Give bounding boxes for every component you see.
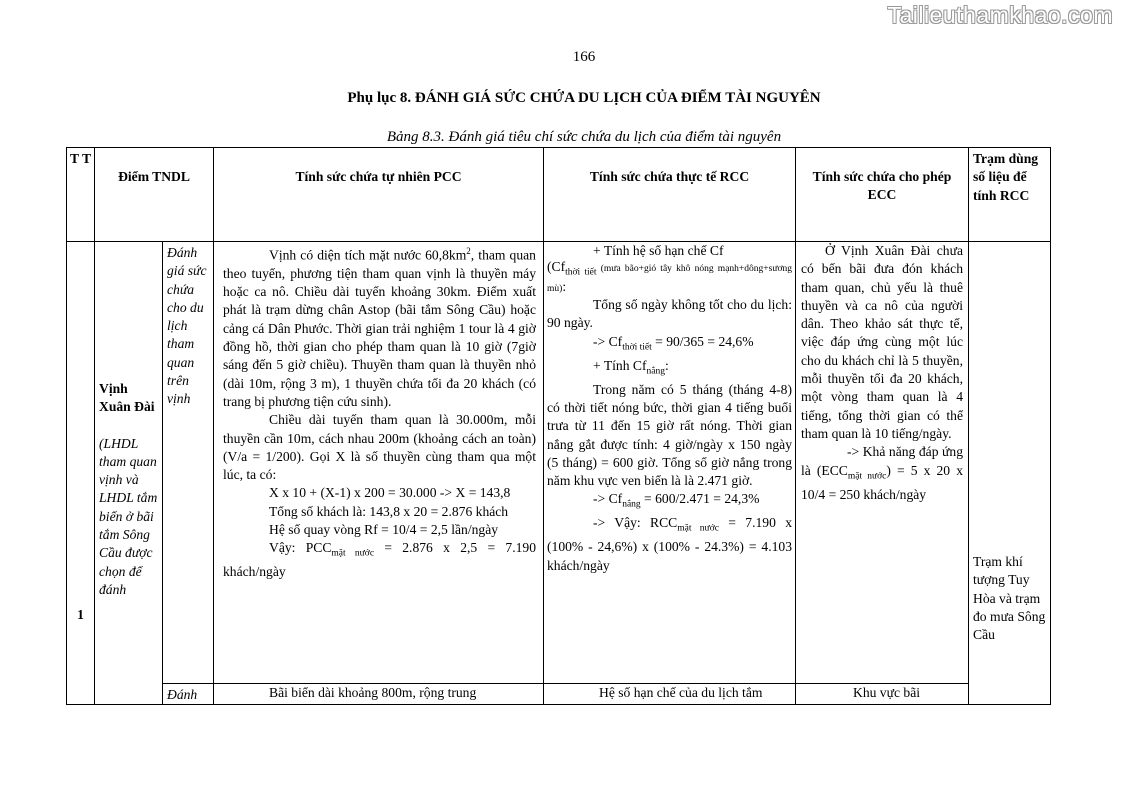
pcc-p3: X x 10 + (X-1) x 200 = 30.000 -> X = 143,8 [269, 485, 511, 501]
pcc-p5: Hệ số quay vòng Rf = 10/4 = 2,5 lần/ngày [269, 521, 499, 537]
rcc-l3: Tổng số ngày không tốt cho du lịch: 90 ngày. [547, 297, 792, 331]
site-note: (LHDL tham quan vịnh và LHDL tắm biển ở bãi tắm Sông Cầu được chọn để đánh [99, 435, 158, 597]
rcc-l5a: + Tính Cf [593, 357, 647, 373]
header-rcc: Tính sức chứa thực tế RCC [544, 148, 796, 242]
rcc-l1: + Tính hệ số hạn chế Cf [593, 243, 724, 258]
ecc-p2b: ) = 5 x 20 x 10/4 = 250 khách/ngày [801, 462, 963, 502]
pcc-p6a: Vậy: PCC [269, 540, 332, 556]
rcc-l8b: = 7.190 x (100% - 24,6%) x (100% - 24.3%) = 4.103 khách/ngày [547, 515, 793, 573]
rcc-next-text: Hệ số hạn chế của du lịch tắm [599, 685, 763, 700]
rcc-l5b: : [664, 357, 669, 373]
ecc-next [796, 684, 969, 705]
rcc-l7sub: nắng [622, 500, 641, 511]
rcc-l2b: : [562, 279, 567, 295]
rcc-l2sub: thời tiết [565, 268, 597, 279]
header-site: Điểm TNDL [95, 148, 214, 242]
row-number: 1 [67, 242, 95, 705]
appendix-title: Phụ lục 8. ĐÁNH GIÁ SỨC CHỨA DU LỊCH CỦA ĐIỂM TÀI NGUYÊN [347, 90, 821, 106]
rcc-l5sub: nắng [646, 366, 665, 377]
rcc-l4a: -> Cf [593, 333, 623, 349]
site-cell [95, 242, 163, 705]
pcc-cell [214, 242, 544, 684]
rcc-l2a: (Cf [547, 259, 566, 275]
station-cell: Trạm khí tượng Tuy Hòa và trạm đo mưa Sông Cầu [969, 242, 1051, 705]
header-pcc: Tính sức chứa tự nhiên PCC [214, 148, 544, 242]
ecc-cell [796, 242, 969, 684]
pcc-p2: Chiều dài tuyến tham quan là 30.000m, mỗi thuyền cần 10m, cách nhau 200m (khoảng cách an toàn) (V/a = 1/200). Gọi X là số thuyền cùng tham qua một lúc, ta có: [223, 412, 536, 483]
table-caption: Bảng 8.3. Đánh giá tiêu chí sức chứa du lịch của điểm tài nguyên [386, 129, 782, 145]
ecc-p2sub: mặt nước [847, 471, 887, 482]
pcc-p6sub: mặt nước [331, 549, 375, 559]
header-station: Trạm dùng số liệu để tính RCC [969, 148, 1051, 242]
rcc-l6: Trong năm có 5 tháng (tháng 4-8) có thời tiết nóng bức, thời gian 4 tiếng buổi trưa từ 11 đến 15 giờ rất nóng. Thời gian nắng gắt được tính: 4 giờ/ngày x 150 ngày (5 tháng) = 600 giờ. Tổng số giờ nắng trong năm khu vực ven biển là là 2.471 giờ. [547, 381, 792, 489]
rcc-l8sub: mặt nước [677, 524, 719, 535]
pcc-p6b: = 2.876 x 2,5 = 7.190 khách/ngày [223, 540, 536, 580]
ecc-p2a: -> Khả năng đáp ứng là (ECC [801, 444, 963, 478]
pcc-next [214, 684, 544, 705]
rcc-l7a: -> Cf [593, 491, 623, 507]
ecc-p1: Ở Vịnh Xuân Đài chưa có bến bãi đưa đón khách tham quan, chủ yếu là thuê thuyền và ca nô của người dân. Theo khảo sát thực tế, việc đáp ứng cùng một lúc cho du khách chỉ là 5 thuyền, mỗi thuyền tối đa 20 khách, một vòng tham quan là 4 tiếng, tổng thời gian có thể tham quan là 10 tiếng/ngày. [801, 243, 963, 441]
pcc-next-text: Bãi biển dài khoảng 800m, rộng trung [269, 685, 477, 700]
rcc-l4b: = 90/365 = 24,6% [651, 333, 754, 349]
rcc-l8a: -> Vậy: RCC [593, 515, 678, 531]
rcc-l2small: (mưa bão+gió tây khô nóng mạnh+dông+sương mù) [547, 264, 792, 295]
pcc-p1b: , tham quan theo tuyến, phương tiện tham quan vịnh là thuyền máy hoặc ca nô. Chiều dài tuyến khoảng 30km. Điểm xuất phát là trạm dừng chân Astop (bãi tắm Sông Cầu) hoặc cảng cá Dân Phước. Thời gian trải nghiệm 1 tour là 4 giờ đồng hồ, thời gian cho phép tham quan là 10 giờ (7giờ sáng đến 5 giờ chiều). Thuyền tham quan là thuyền nhỏ (dài 10m, rộng 3 m), 1 thuyền chứa tối đa 20 khách (có trang bị phương tiện cứu sinh). [223, 247, 536, 409]
criterion-beach: Đánh [163, 684, 214, 705]
header-tt: T T [67, 148, 95, 242]
rcc-cell [544, 242, 796, 684]
criterion-tour: Đánh giá sức chứa cho du lịch tham quan trên vịnh [163, 242, 214, 684]
rcc-l4sub: thời tiết [622, 342, 652, 353]
pcc-p1a: Vịnh có diện tích mặt nước 60,8km [269, 247, 467, 263]
rcc-l7b: = 600/2.471 = 24,3% [640, 491, 760, 507]
rcc-next [544, 684, 796, 705]
capacity-table [66, 147, 1051, 705]
pcc-p4: Tổng số khách là: 143,8 x 20 = 2.876 khách [269, 503, 509, 519]
header-ecc: Tính sức chứa cho phép ECC [796, 148, 969, 242]
ecc-next-text: Khu vực bãi [853, 685, 921, 700]
pcc-p1sup: 2 [466, 246, 471, 256]
page-number: 166 [572, 49, 596, 65]
watermark: Tailieuthamkhao.com [887, 2, 1113, 28]
site-name: Vịnh Xuân Đài [99, 381, 155, 415]
